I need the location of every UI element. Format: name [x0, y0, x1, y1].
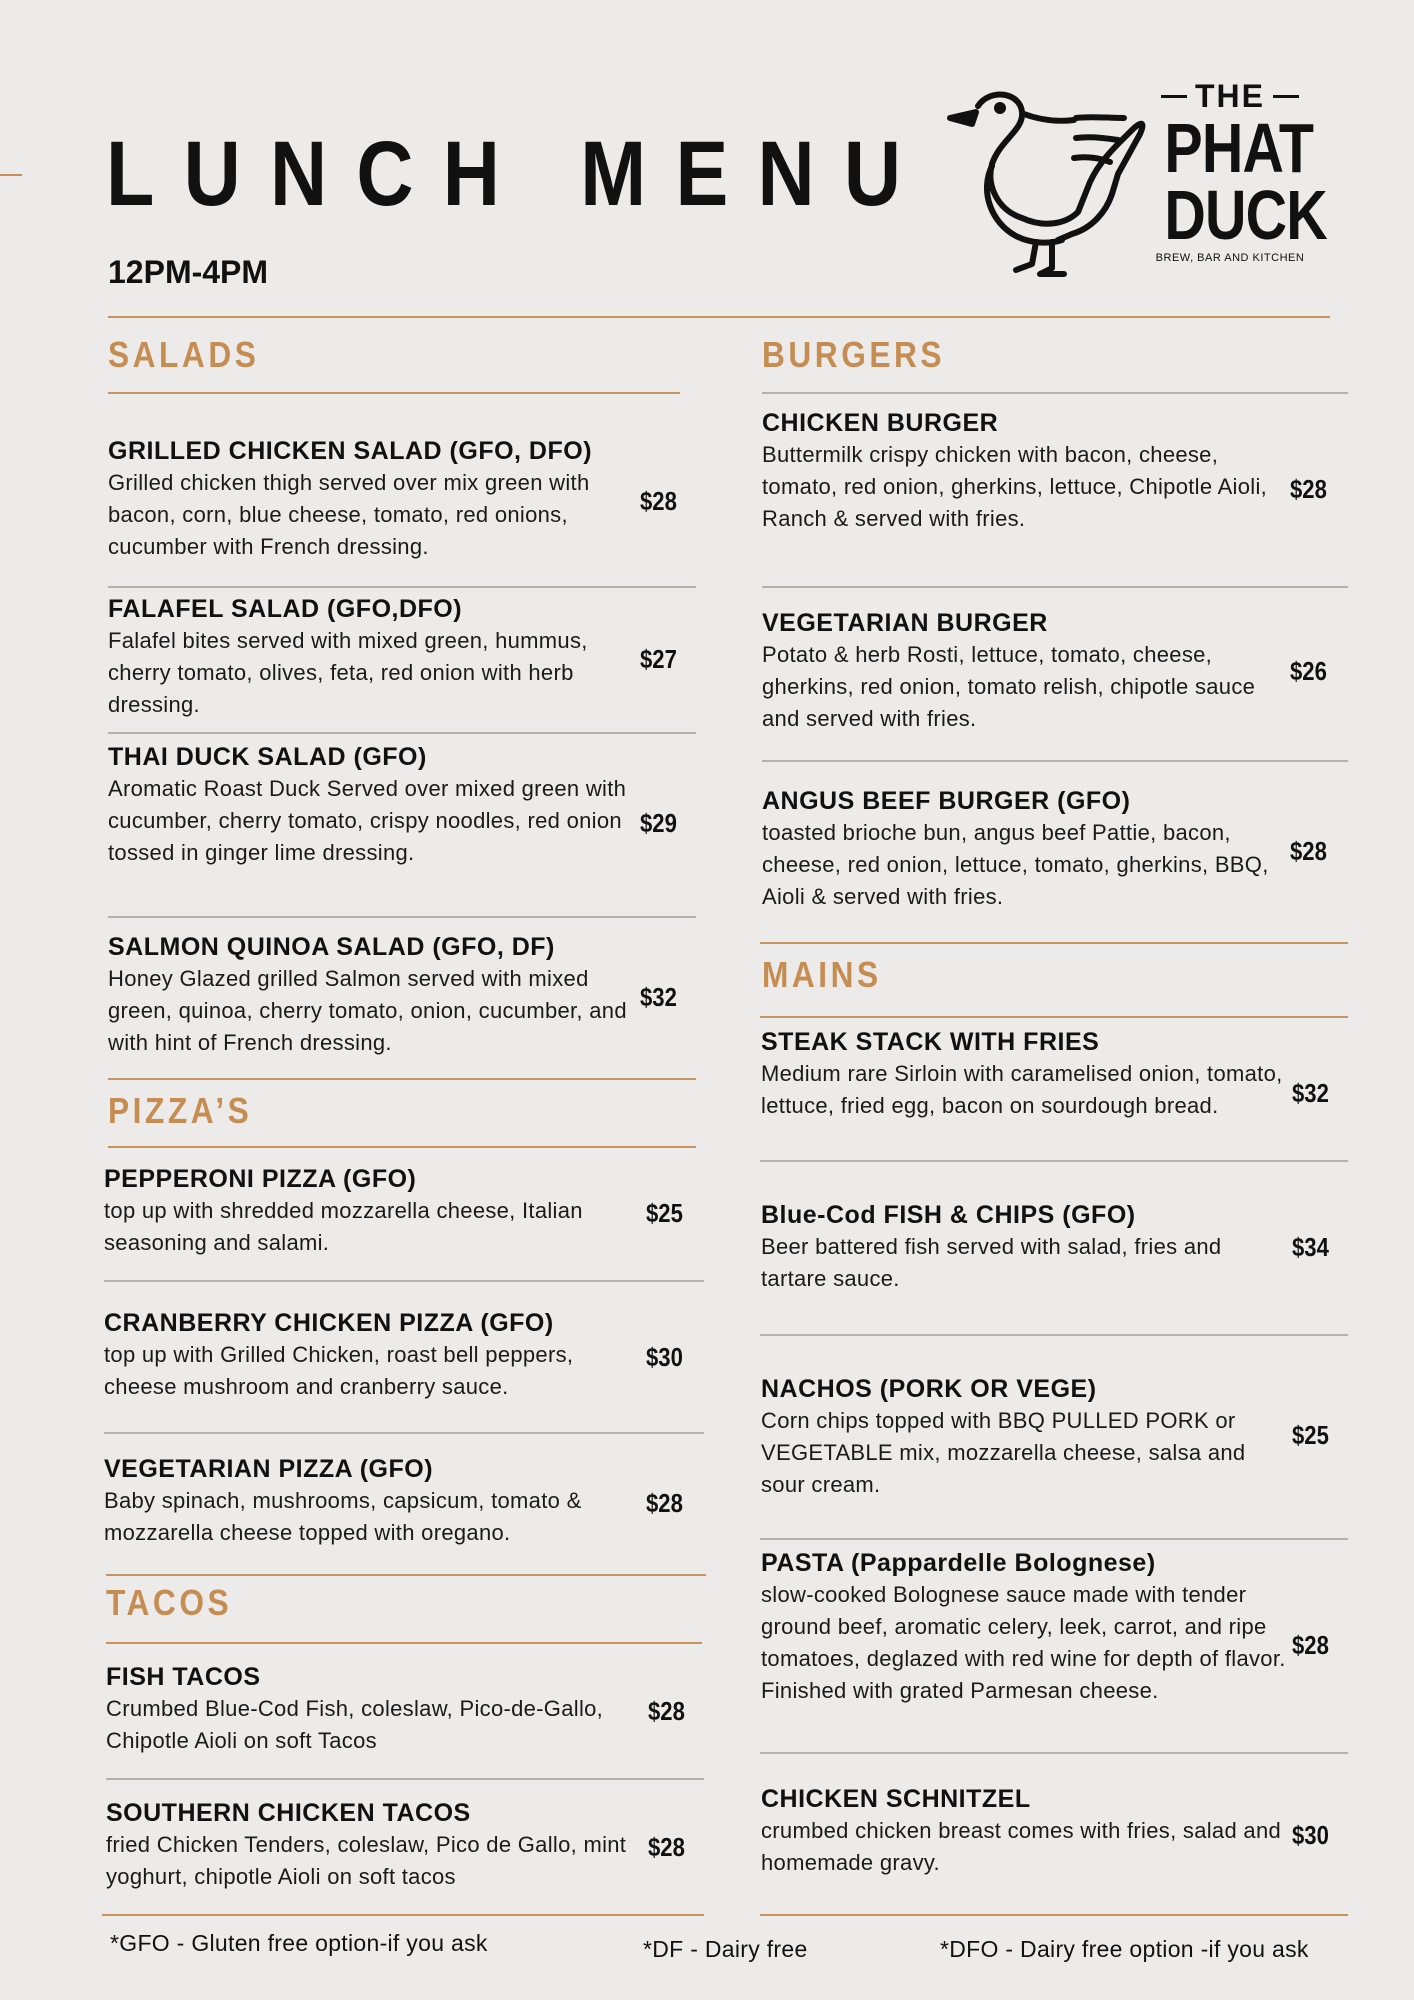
item-divider	[760, 1160, 1348, 1162]
item-divider	[108, 586, 696, 588]
logo-wordmark	[1150, 78, 1327, 264]
item-divider	[106, 1778, 704, 1780]
item-price: $28	[1292, 1630, 1329, 1660]
menu-item	[108, 594, 628, 721]
item-description: Honey Glazed grilled Salmon served with mixed green, quinoa, cherry tomato, onion, cucumber, and with hint of French dressing.	[108, 966, 627, 1056]
menu-item	[761, 1200, 1281, 1295]
menu-title: LUNCH MENU	[106, 123, 931, 225]
item-description: slow-cooked Bolognese sauce made with tender ground beef, aromatic celery, leek, carrot, and ripe tomatoes, deglazed with red wine for depth of flavor. Finished with grated Parmesan cheese.	[761, 1582, 1286, 1704]
section-divider	[102, 1914, 704, 1916]
menu-item	[762, 608, 1282, 735]
section-divider	[108, 1078, 696, 1080]
section-title-mains: MAINS	[762, 954, 882, 995]
item-description: Buttermilk crispy chicken with bacon, cheese, tomato, red onion, gherkins, lettuce, Chipotle Aioli, Ranch & served with fries.	[762, 442, 1268, 532]
item-name: ANGUS BEEF BURGER (GFO)	[762, 787, 1131, 815]
item-price: $29	[640, 808, 677, 838]
logo-name-line2: DUCK	[1164, 175, 1327, 254]
item-divider	[104, 1432, 704, 1434]
section-divider	[760, 1016, 1348, 1018]
item-name: Blue-Cod FISH & CHIPS (GFO)	[761, 1201, 1136, 1229]
item-description: fried Chicken Tenders, coleslaw, Pico de Gallo, mint yoghurt, chipotle Aioli on soft tacos	[106, 1832, 627, 1890]
menu-item	[108, 436, 628, 563]
menu-item	[108, 932, 628, 1059]
menu-item	[761, 1374, 1281, 1501]
logo-the: THE	[1150, 78, 1310, 115]
item-price: $27	[640, 644, 677, 674]
menu-item	[762, 786, 1282, 913]
section-title-tacos: TACOS	[106, 1582, 233, 1623]
footnote-dfo: *DFO - Dairy free option -if you ask	[940, 1936, 1309, 1962]
item-name: THAI DUCK SALAD (GFO)	[108, 743, 427, 771]
item-price: $28	[640, 486, 677, 516]
menu-item	[104, 1164, 634, 1259]
item-name: NACHOS (PORK OR VEGE)	[761, 1375, 1097, 1403]
item-price: $25	[646, 1198, 683, 1228]
logo-tagline: BREW, BAR AND KITCHEN	[1155, 252, 1305, 264]
menu-item	[106, 1662, 636, 1757]
item-description: Corn chips topped with BBQ PULLED PORK or VEGETABLE mix, mozzarella cheese, salsa and sour cream.	[761, 1408, 1246, 1498]
item-description: Grilled chicken thigh served over mix green with bacon, corn, blue cheese, tomato, red onions, cucumber with French dressing.	[108, 470, 590, 560]
section-title-pizzas: PIZZA’S	[108, 1090, 253, 1131]
item-name: SALMON QUINOA SALAD (GFO, DF)	[108, 933, 555, 961]
item-divider	[104, 1280, 704, 1282]
menu-item	[761, 1784, 1281, 1879]
item-price: $32	[1292, 1078, 1329, 1108]
menu-item	[761, 1548, 1289, 1707]
item-name: CHICKEN SCHNITZEL	[761, 1785, 1031, 1813]
item-price: $30	[1292, 1820, 1329, 1850]
item-price: $34	[1292, 1232, 1329, 1262]
item-divider	[760, 1334, 1348, 1336]
section-divider	[762, 392, 1348, 394]
logo-name-line1: PHAT	[1164, 109, 1314, 187]
item-price: $28	[648, 1696, 685, 1726]
item-description: top up with Grilled Chicken, roast bell peppers, cheese mushroom and cranberry sauce.	[104, 1342, 574, 1400]
item-divider	[760, 1752, 1348, 1754]
menu-hours: 12PM-4PM	[108, 254, 269, 290]
item-description: top up with shredded mozzarella cheese, Italian seasoning and salami.	[104, 1198, 583, 1256]
item-price: $28	[1290, 836, 1327, 866]
item-name: PASTA (Pappardelle Bolognese)	[761, 1549, 1156, 1577]
item-price: $28	[648, 1832, 685, 1862]
item-description: Medium rare Sirloin with caramelised onion, tomato, lettuce, fried egg, bacon on sourdough bread.	[761, 1061, 1283, 1119]
item-description: Crumbed Blue-Cod Fish, coleslaw, Pico-de-Gallo, Chipotle Aioli on soft Tacos	[106, 1696, 604, 1754]
section-divider	[108, 1146, 696, 1148]
item-name: VEGETARIAN PIZZA (GFO)	[104, 1455, 434, 1483]
item-price: $30	[646, 1342, 683, 1372]
item-price: $28	[1290, 474, 1327, 504]
footnote-df: *DF - Dairy free	[643, 1936, 808, 1962]
section-divider	[106, 1574, 706, 1576]
section-divider	[760, 1914, 1348, 1916]
item-price: $25	[1292, 1420, 1329, 1450]
item-divider	[108, 916, 696, 918]
item-description: Aromatic Roast Duck Served over mixed green with cucumber, cherry tomato, crispy noodles, red onion tossed in ginger lime dressing.	[108, 776, 627, 866]
item-name: CRANBERRY CHICKEN PIZZA (GFO)	[104, 1309, 554, 1337]
section-title-burgers: BURGERS	[762, 334, 946, 375]
item-description: toasted brioche bun, angus beef Pattie, bacon, cheese, red onion, lettuce, tomato, gherkins, BBQ, Aioli & served with fries.	[762, 820, 1269, 910]
item-name: PEPPERONI PIZZA (GFO)	[104, 1165, 417, 1193]
menu-item	[104, 1308, 634, 1403]
item-divider	[760, 1538, 1348, 1540]
item-description: crumbed chicken breast comes with fries, salad and homemade gravy.	[761, 1818, 1282, 1876]
item-price: $26	[1290, 656, 1327, 686]
item-description: Beer battered fish served with salad, fries and tartare sauce.	[761, 1234, 1222, 1292]
menu-item	[761, 1027, 1289, 1122]
item-name: STEAK STACK WITH FRIES	[761, 1028, 1100, 1056]
item-description: Baby spinach, mushrooms, capsicum, tomato & mozzarella cheese topped with oregano.	[104, 1488, 582, 1546]
menu-item	[108, 742, 628, 869]
item-divider	[762, 760, 1348, 762]
corner-accent-line	[0, 174, 22, 176]
section-divider	[760, 942, 1348, 944]
item-name: CHICKEN BURGER	[762, 409, 999, 437]
item-description: Falafel bites served with mixed green, hummus, cherry tomato, olives, feta, red onion with herb dressing.	[108, 628, 588, 718]
item-price: $28	[646, 1488, 683, 1518]
item-name: FISH TACOS	[106, 1663, 261, 1691]
item-price: $32	[640, 982, 677, 1012]
section-divider	[106, 1642, 702, 1644]
footnote-gfo: *GFO - Gluten free option-if you ask	[110, 1930, 488, 1956]
item-name: VEGETARIAN BURGER	[762, 609, 1048, 637]
item-description: Potato & herb Rosti, lettuce, tomato, cheese, gherkins, red onion, tomato relish, chipotle sauce and served with fries.	[762, 642, 1256, 732]
header-divider	[108, 316, 1330, 318]
section-divider	[108, 392, 680, 394]
item-name: GRILLED CHICKEN SALAD (GFO, DFO)	[108, 437, 593, 465]
menu-item	[762, 408, 1282, 535]
menu-item	[104, 1454, 634, 1549]
item-divider	[108, 732, 696, 734]
item-name: SOUTHERN CHICKEN TACOS	[106, 1799, 471, 1827]
item-name: FALAFEL SALAD (GFO,DFO)	[108, 595, 463, 623]
item-divider	[762, 586, 1348, 588]
menu-item	[106, 1798, 636, 1893]
section-title-salads: SALADS	[108, 334, 260, 375]
